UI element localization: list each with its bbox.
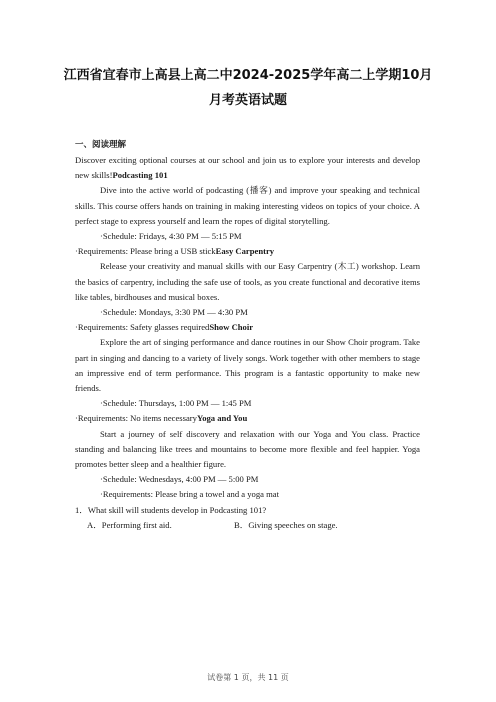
schedule-podcasting: ·Schedule: Fridays, 4:30 PM — 5:15 PM [100, 231, 242, 242]
title-line-1: 江西省宜春市上高县上高二中2024-2025学年高二上学期10月 [63, 68, 433, 83]
title-line-2: 月考英语试题 [208, 93, 287, 108]
course-title-podcasting: Podcasting 101 [112, 170, 168, 181]
requirements-podcasting: ·Requirements: Please bring a USB stick [75, 246, 216, 257]
course-description-yoga: Start a journey of self discovery and relaxation with our Yoga and You class. Practice standing and balancing like trees and mountains to become more flexible and feel happier. Yoga promotes better sleep and a healthier figure. [75, 428, 420, 470]
schedule-carpentry: ·Schedule: Mondays, 3:30 PM — 4:30 PM [100, 307, 248, 318]
question-1-options [75, 518, 420, 533]
question-1: 1．What skill will students develop in Podcasting 101? [75, 504, 267, 515]
requirements-yoga: ·Requirements: Please bring a towel and a yoga mat [100, 489, 279, 500]
schedule-yoga: ·Schedule: Wednesdays, 4:00 PM — 5:00 PM [100, 474, 259, 485]
course-description-podcasting: Dive into the active world of podcasting (播客) and improve your speaking and technical skills. This course offers hands on training in making interesting videos on topics of your choice. A perfect stage to express yourself and learn the ropes of digital storytelling. [75, 185, 420, 226]
requirements-choir: ·Requirements: No items necessary [75, 413, 197, 424]
document-title [60, 63, 436, 113]
course-description-carpentry: Release your creativity and manual skills with our Easy Carpentry (木工) workshop. Learn the basics of carpentry, including the safe use of tools, as you create functional and decorative items like tables, birdhouses and musical boxes. [75, 261, 420, 302]
page-footer: 试卷第 1 页，共 11 页 [207, 673, 289, 682]
intro-text: Discover exciting optional courses at our school and join us to explore your interests and develop new skills! [75, 155, 420, 181]
course-title-carpentry: Easy Carpentry [215, 246, 275, 257]
reading-passage [75, 153, 420, 533]
option-a[interactable]: A．Performing first aid. [87, 519, 172, 530]
course-description-choir: Explore the art of singing performance and dance routines in our Show Choir program. Take part in singing and dancing to a variety of lively songs. Work together with other members to stage an impressive end of term performance. This program is a fantastic opportunity to make new friends. [75, 337, 420, 394]
schedule-choir: ·Schedule: Thursdays, 1:00 PM — 1:45 PM [100, 398, 252, 409]
option-b[interactable]: B．Giving speeches on stage. [234, 519, 338, 530]
section-heading: 一、阅读理解 [75, 140, 127, 150]
course-title-choir: Show Choir [209, 322, 254, 333]
requirements-carpentry: ·Requirements: Safety glasses required [75, 322, 210, 333]
course-title-yoga: Yoga and You [196, 413, 248, 424]
